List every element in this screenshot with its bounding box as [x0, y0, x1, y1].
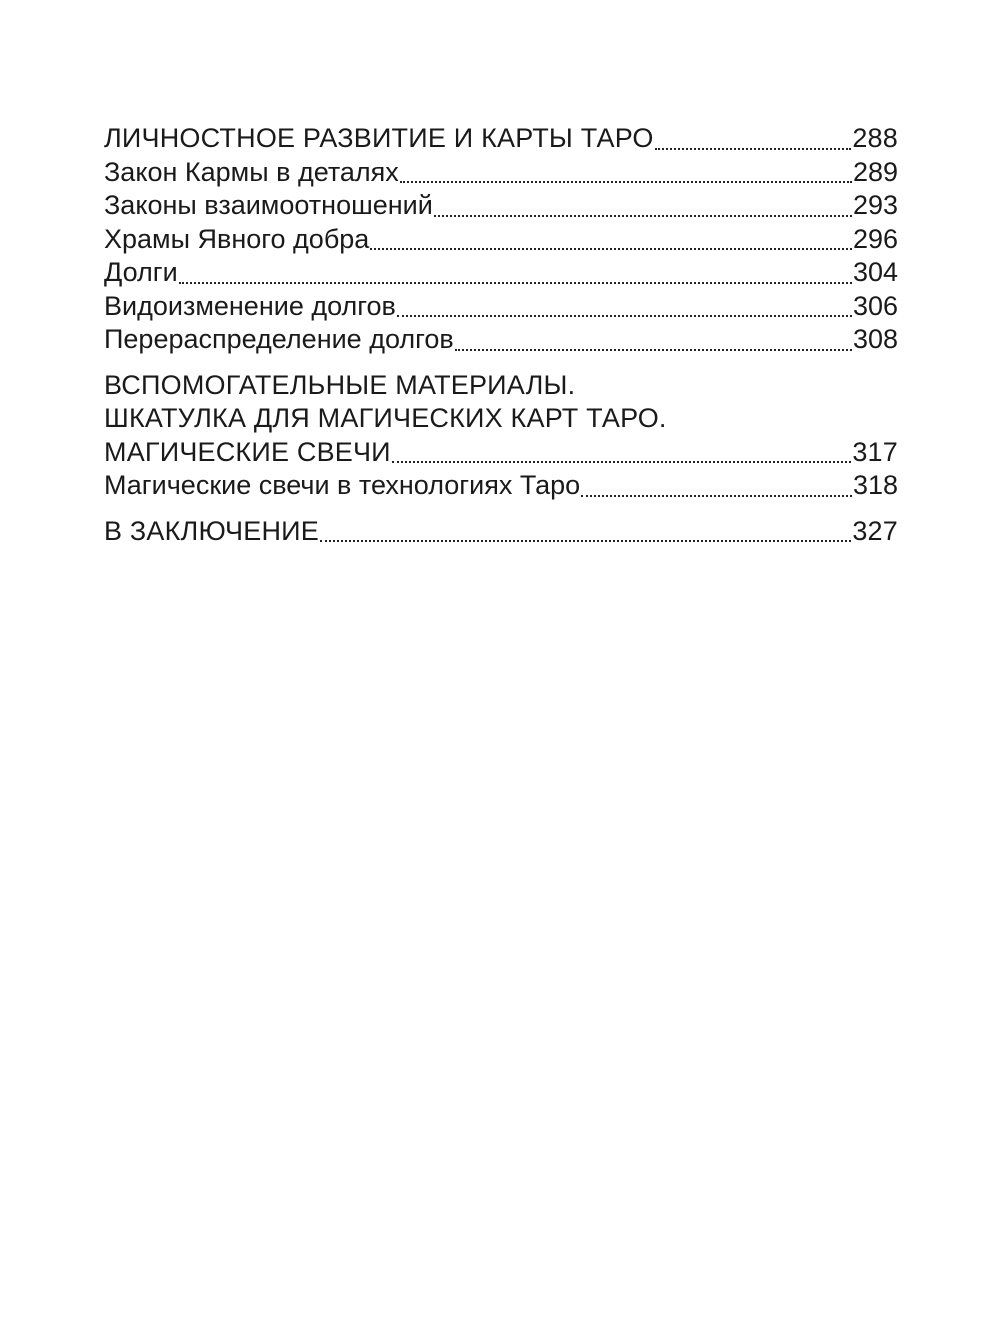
toc-entry[interactable] [104, 223, 898, 257]
dot-leader [392, 461, 852, 463]
dot-leader [179, 282, 852, 284]
toc-entry[interactable] [104, 469, 898, 503]
toc-entry-page: 289 [852, 156, 898, 187]
toc-entry-page: 296 [852, 223, 898, 254]
dot-leader [655, 148, 852, 150]
toc-entry-title: МАГИЧЕСКИЕ СВЕЧИ [104, 436, 391, 467]
table-of-contents [104, 122, 898, 548]
toc-entry-title: В ЗАКЛЮЧЕНИЕ [104, 515, 319, 546]
toc-heading-line: ШКАТУЛКА ДЛЯ МАГИЧЕСКИХ КАРТ ТАРО. [104, 403, 667, 433]
toc-entry-page: 308 [852, 324, 898, 354]
toc-entry-title: Перераспределение долгов [104, 324, 454, 354]
dot-leader [434, 215, 852, 217]
toc-entry-title: Долги [104, 257, 178, 287]
dot-leader [581, 495, 852, 497]
toc-entry-title: Храмы Явного добра [104, 223, 370, 254]
dot-leader [400, 181, 852, 183]
toc-entry-title: ЛИЧНОСТНОЕ РАЗВИТИЕ И КАРТЫ ТАРО [104, 123, 654, 153]
toc-entry-page: 327 [852, 515, 898, 546]
dot-leader [370, 248, 852, 250]
toc-entry-page: 306 [852, 290, 898, 321]
toc-entry[interactable] [104, 323, 898, 357]
toc-entry-heading[interactable] [104, 436, 898, 470]
toc-entry-page: 318 [852, 470, 898, 500]
dot-leader [397, 315, 852, 317]
toc-entry-page: 317 [852, 436, 898, 467]
toc-entry[interactable] [104, 156, 898, 190]
toc-heading-line: ВСПОМОГАТЕЛЬНЫЕ МАТЕРИАЛЫ. [104, 369, 576, 400]
toc-entry-heading[interactable] [104, 122, 898, 156]
toc-section-auxiliary-materials [104, 369, 898, 503]
toc-entry-title: Закон Кармы в деталях [104, 156, 399, 187]
dot-leader [455, 349, 852, 351]
toc-entry-title: Магические свечи в технологиях Таро [104, 470, 581, 500]
toc-section-personal-development [104, 122, 898, 357]
toc-entry-page: 293 [852, 190, 898, 220]
toc-entry-title: Законы взаимоотношений [104, 190, 433, 220]
toc-entry-page: 288 [852, 123, 898, 153]
dot-leader [320, 540, 851, 542]
toc-entry-page: 304 [852, 257, 898, 287]
toc-section-conclusion [104, 515, 898, 549]
toc-entry[interactable] [104, 189, 898, 223]
toc-entry-title: Видоизменение долгов [104, 290, 396, 321]
toc-entry-heading[interactable] [104, 515, 898, 549]
toc-entry[interactable] [104, 290, 898, 324]
toc-entry[interactable] [104, 256, 898, 290]
